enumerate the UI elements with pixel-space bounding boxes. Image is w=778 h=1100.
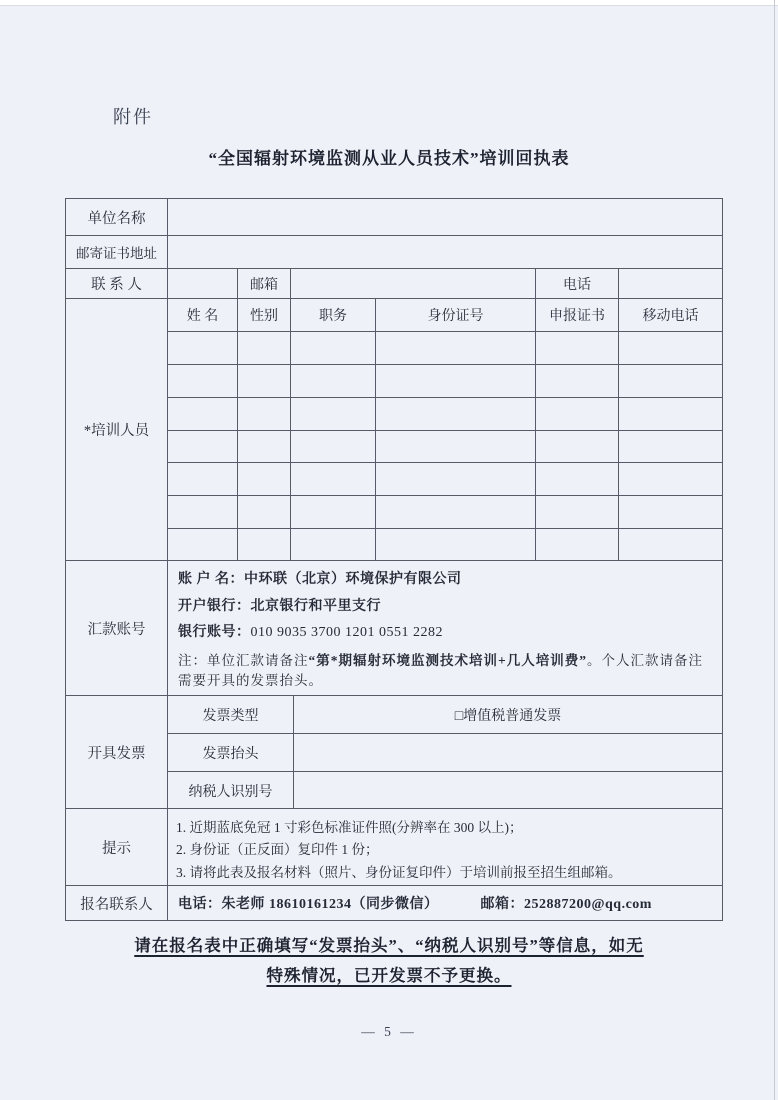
- trainee-empty-cell: [168, 496, 238, 528]
- bank-label: 开户银行：: [178, 598, 251, 614]
- trainee-empty-cell: [168, 463, 238, 495]
- footer-note: [0, 931, 778, 990]
- contact-label: 联 系 人: [66, 269, 168, 298]
- tips-content: [168, 809, 722, 885]
- footer-note-line1: 请在报名表中正确填写“发票抬头”、“纳税人识别号”等信息，如无: [134, 936, 644, 955]
- trainee-empty-row: [168, 496, 722, 529]
- trainees-section: [66, 299, 722, 561]
- taxpayer-id-value: [294, 772, 722, 809]
- remittance-note-bold: “第*期辐射环境监测技术培训+几人培训费”: [308, 652, 587, 668]
- trainee-empty-row: [168, 431, 722, 464]
- scan-top-edge: [0, 0, 778, 6]
- attachment-label: 附件: [113, 107, 153, 127]
- trainee-empty-cell: [168, 529, 238, 561]
- trainee-col-name: 姓 名: [168, 299, 238, 331]
- contact-phone-cell: [619, 269, 722, 298]
- trainee-empty-cell: [376, 365, 536, 397]
- mailing-address-row: [66, 236, 722, 269]
- account-number-value: 010 9035 3700 1201 0551 2282: [250, 625, 443, 640]
- trainee-empty-cell: [238, 431, 291, 463]
- contact-email-label: 邮箱: [238, 269, 291, 298]
- trainee-empty-row: [168, 398, 722, 431]
- invoice-section: [66, 696, 722, 809]
- unit-name-label: 单位名称: [66, 199, 168, 235]
- mailing-address-value-cell: [168, 236, 722, 268]
- trainee-col-position: 职务: [291, 299, 376, 331]
- trainee-empty-cell: [291, 398, 376, 430]
- trainee-empty-cell: [536, 365, 619, 397]
- trainee-empty-cell: [238, 365, 291, 397]
- trainee-empty-cell: [238, 398, 291, 430]
- trainee-empty-row: [168, 463, 722, 496]
- trainee-empty-cell: [619, 529, 722, 561]
- bank-line: [178, 598, 712, 616]
- taxpayer-id-row: [168, 772, 722, 809]
- tip-line-2: 2. 身份证（正反面）复印件 1 份；: [176, 842, 379, 858]
- unit-name-value-cell: [168, 199, 722, 235]
- trainee-empty-cell: [168, 365, 238, 397]
- mailing-address-label: 邮寄证书地址: [66, 236, 168, 268]
- tip-line-3: 3. 请将此表及报名材料（照片、身份证复印件）于培训前报至招生组邮箱。: [176, 864, 622, 880]
- invoice-title-label: 发票抬头: [168, 734, 294, 771]
- trainee-empty-cell: [376, 431, 536, 463]
- trainees-grid: [168, 299, 722, 561]
- trainee-empty-cell: [291, 496, 376, 528]
- tips-section: [66, 809, 722, 886]
- trainee-empty-cell: [376, 496, 536, 528]
- trainee-empty-cell: [619, 431, 722, 463]
- trainee-empty-cell: [238, 496, 291, 528]
- trainee-empty-cell: [536, 496, 619, 528]
- trainee-empty-cell: [619, 496, 722, 528]
- trainee-empty-cell: [168, 431, 238, 463]
- invoice-rows: [168, 696, 722, 809]
- trainees-header-row: [168, 299, 722, 332]
- bank-value: 北京银行和平里支行: [250, 598, 381, 614]
- page-title: “全国辐射环境监测从业人员技术”培训回执表: [208, 149, 570, 168]
- trainee-empty-row: [168, 365, 722, 398]
- trainee-empty-cell: [536, 431, 619, 463]
- trainee-empty-cell: [536, 529, 619, 561]
- trainee-empty-cell: [291, 431, 376, 463]
- tips-label: 提示: [66, 809, 168, 885]
- invoice-title-row: [168, 734, 722, 772]
- trainees-label: *培训人员: [66, 299, 168, 560]
- remittance-details: [168, 561, 722, 695]
- account-name-label: 账 户 名：: [178, 572, 244, 587]
- remittance-section: [66, 561, 722, 696]
- trainee-empty-cell: [376, 332, 536, 364]
- account-number-label: 银行账号：: [178, 625, 251, 640]
- trainee-empty-cell: [619, 398, 722, 430]
- remittance-label: 汇款账号: [66, 561, 168, 695]
- page-number: — 5 —: [361, 1024, 417, 1039]
- remittance-note-suffix: 。个人汇款请备注需要开具的发票抬头。: [178, 652, 703, 689]
- contact-name-cell: [168, 269, 238, 298]
- remittance-note: [178, 651, 712, 693]
- trainee-empty-row: [168, 529, 722, 561]
- registration-contact-row: [66, 886, 722, 920]
- account-number-line: [178, 624, 712, 642]
- trainee-empty-cell: [238, 332, 291, 364]
- account-name-value: 中环联（北京）环境保护有限公司: [244, 572, 462, 587]
- account-name-line: [178, 571, 712, 589]
- contact-email-cell: [291, 269, 536, 298]
- registration-contact-phone: 电话：朱老师 18610161234（同步微信）: [178, 897, 439, 912]
- remittance-note-prefix: 注：单位汇款请备注: [178, 652, 309, 668]
- taxpayer-id-label: 纳税人识别号: [168, 772, 294, 809]
- trainee-empty-cell: [376, 398, 536, 430]
- trainee-empty-cell: [619, 332, 722, 364]
- invoice-label: 开具发票: [66, 696, 168, 808]
- contact-row: [66, 269, 722, 299]
- tip-line-1: 1. 近期蓝底免冠 1 寸彩色标准证件照(分辨率在 300 以上)；: [176, 820, 523, 835]
- trainee-empty-cell: [536, 332, 619, 364]
- registration-form-table: [65, 198, 723, 921]
- invoice-type-row: [168, 696, 722, 734]
- trainee-empty-cell: [619, 365, 722, 397]
- trainee-empty-cell: [536, 463, 619, 495]
- trainee-empty-cell: [291, 529, 376, 561]
- trainee-empty-cell: [238, 463, 291, 495]
- trainee-col-gender: 性别: [238, 299, 291, 331]
- registration-contact-label: 报名联系人: [66, 886, 168, 920]
- trainee-empty-cell: [376, 529, 536, 561]
- trainee-empty-cell: [168, 332, 238, 364]
- trainee-empty-cell: [291, 463, 376, 495]
- invoice-type-value: □增值税普通发票: [454, 708, 562, 724]
- trainee-col-mobile: 移动电话: [642, 309, 699, 324]
- trainee-empty-cell: [168, 398, 238, 430]
- invoice-type-label: 发票类型: [168, 696, 294, 733]
- registration-contact-info: [168, 886, 722, 920]
- invoice-title-value: [294, 734, 722, 771]
- trainee-empty-cell: [291, 365, 376, 397]
- trainee-col-id-number: 身份证号: [376, 299, 536, 331]
- trainee-empty-cell: [536, 398, 619, 430]
- trainee-empty-cell: [291, 332, 376, 364]
- trainee-empty-row: [168, 332, 722, 365]
- trainee-empty-cell: [238, 529, 291, 561]
- trainee-empty-cell: [619, 463, 722, 495]
- trainee-empty-cell: [376, 463, 536, 495]
- unit-name-row: [66, 199, 722, 236]
- trainee-col-certificate: 申报证书: [536, 299, 619, 331]
- contact-phone-label: 电话: [536, 269, 619, 298]
- footer-note-line2: 特殊情况，已开发票不予更换。: [266, 965, 512, 985]
- registration-contact-email: 邮箱：252887200@qq.com: [480, 897, 652, 912]
